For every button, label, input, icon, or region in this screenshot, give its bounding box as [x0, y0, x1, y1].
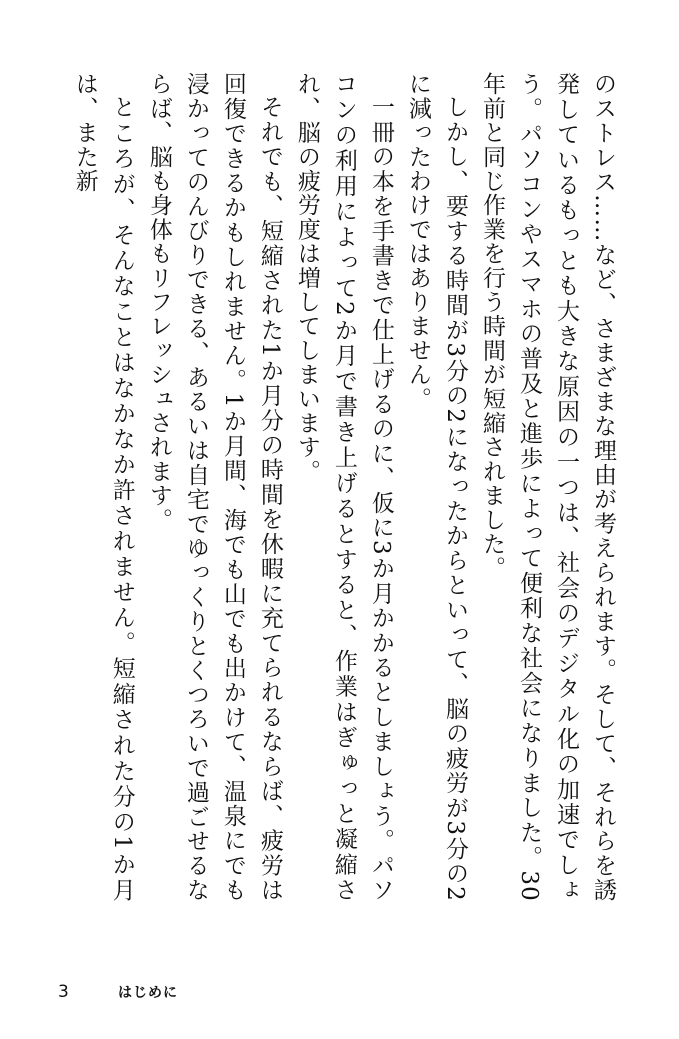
body-text — [21, 72, 621, 902]
running-section-title: はじめに — [118, 985, 178, 1001]
paragraph-5: ところが、そんなことはなかなか許されません。短縮された分の1か月は、また新 — [71, 72, 135, 902]
page-footer — [0, 982, 679, 1006]
paragraph-3: 一冊の本を手書きで仕上げるのに、仮に3か月かかるとしましょう。パソコンの利用によって2か月で書き上げるとすると、作業はぎゅっと凝縮され、脳の疲労度は増してしまいます。 — [293, 72, 394, 902]
paragraph-4: それでも、短縮された1か月分の時間を休暇に充てられるならば、疲労は回復できるかもしれません。1か月間、海でも山でも出かけて、温泉にでも浸かってのんびりできる、あるいは自宅でゆっくりとくつろいで過ごせるならば、脳も身体もリフレッシュされます。 — [145, 72, 283, 902]
paragraph-2: しかし、要する時間が3分の2になったからといって、脳の疲労が3分の2に減ったわけではありません。 — [404, 72, 468, 902]
page-number: 3 — [58, 982, 69, 1002]
paragraph-1: のストレス……など、さまざまな理由が考えられます。そして、それらを誘発しているもっとも大きな原因の一つは、社会のデジタル化の加速でしょう。パソコンやスマホの普及と進歩によって便利な社会になりました。30年前と同じ作業を行う時間が短縮されました。 — [478, 72, 616, 902]
